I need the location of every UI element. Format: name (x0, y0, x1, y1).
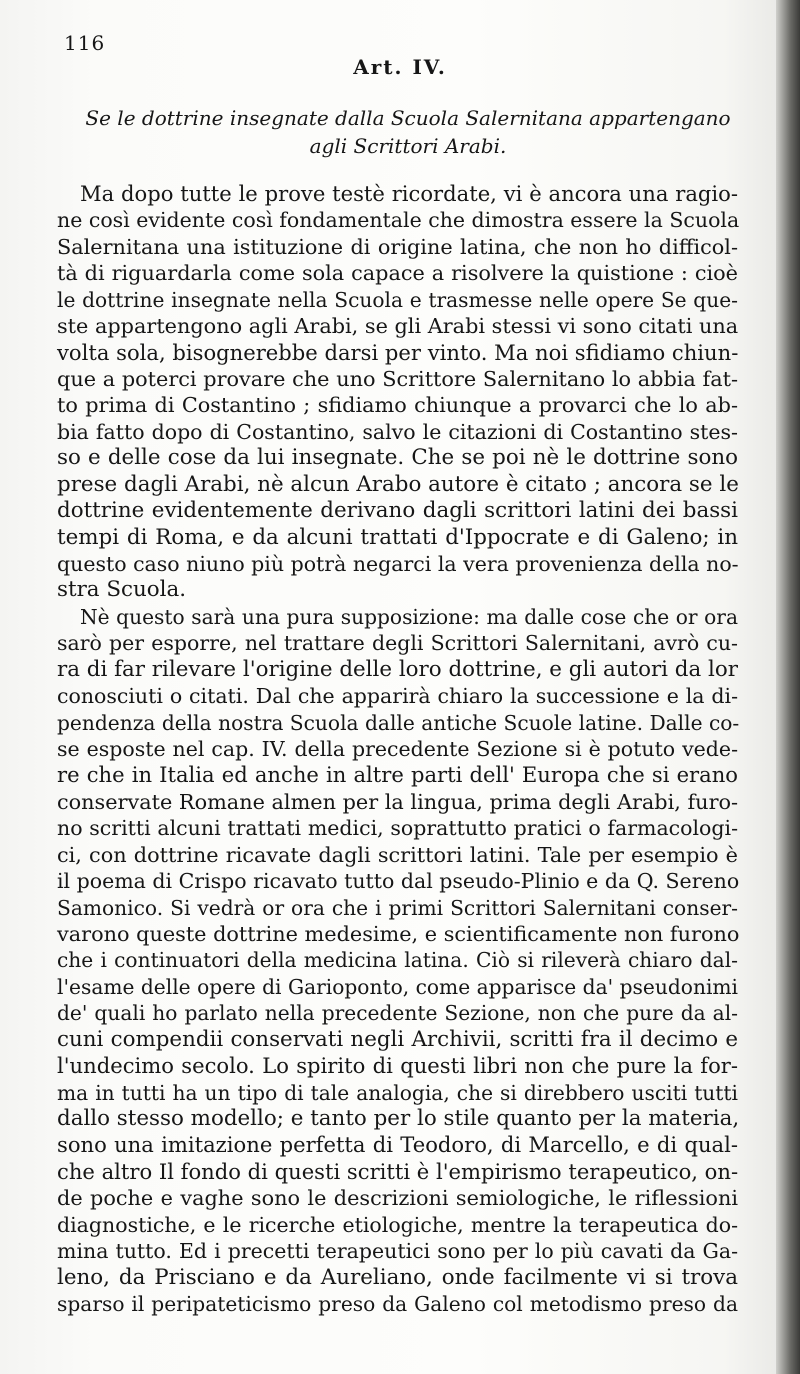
text-line: ra di far rilevare l'origine delle loro dottrine, e gli autori da lor (57, 656, 739, 682)
text-line: stra Scuola. (57, 577, 187, 603)
text-line: sono una imitazione perfetta di Teodoro, di Marcello, e di qual- (57, 1132, 738, 1158)
text-line: ma in tutti ha un tipo di tale analogia, che si direbbero usciti tutti (57, 1080, 738, 1105)
text-line: varono queste dottrine medesime, e scientificamente non furono (57, 922, 740, 946)
text-line: sarò per esporre, nel trattare degli Scrittori Salernitani, avrò cu- (57, 631, 738, 656)
text-line: conosciuti o citati. Dal che apparirà chiaro la successione e la di- (57, 684, 738, 709)
page-number: 116 (64, 31, 106, 55)
text-line: Ma dopo tutte le prove testè ricordate, vi è ancora una ragio- (80, 181, 738, 206)
article-heading: Art. IV. (353, 55, 447, 79)
text-line: sparso il peripateticismo preso da Galeno col metodismo preso da (57, 1292, 738, 1316)
text-line: no scritti alcuni trattati medici, soprattutto pratici o farmacologi- (57, 816, 738, 841)
text-line: bia fatto dopo di Costantino, salvo le citazioni di Costantino stes- (57, 419, 738, 444)
text-line: leno, da Prisciano e da Aureliano, onde facilmente vi si trova (57, 1264, 738, 1290)
article-subtitle-line-2: agli Scrittori Arabi. (309, 134, 507, 158)
text-line: cuni compendii conservati negli Archivii, scritti fra il decimo e (57, 1026, 738, 1052)
text-line: se esposte nel cap. IV. della precedente Sezione si è potuto vede- (57, 737, 738, 761)
text-line: Samonico. Si vedrà or ora che i primi Scrittori Salernitani conser- (57, 895, 738, 920)
text-line: l'undecimo secolo. Lo spirito di questi libri non che pure la for- (57, 1053, 738, 1079)
text-line: prese dagli Arabi, nè alcun Arabo autore è citato ; ancora se le (57, 471, 739, 497)
text-line: ste appartengono agli Arabi, se gli Arabi stessi vi sono citati una (57, 314, 739, 339)
text-line: Salernitana una istituzione di origine latina, che non ho difficol- (57, 234, 738, 259)
text-line: che i continuatori della medicina latina. Ciò si rileverà chiaro dal- (57, 948, 738, 973)
text-line: il poema di Crispo ricavato tutto dal pseudo-Plinio e da Q. Sereno (57, 869, 740, 894)
text-line: questo caso niuno più potrà negarci la vera provenienza della no- (57, 552, 739, 576)
text-line: le dottrine insegnate nella Scuola e trasmesse nelle opere Se que- (57, 287, 738, 312)
text-line: pendenza della nostra Scuola dalle antiche Scuole latine. Dalle co- (57, 710, 740, 735)
text-line: tempi di Roma, e da alcuni trattati d'Ippocrate e di Galeno; in (57, 524, 738, 550)
text-line: conservate Romane almen per la lingua, prima degli Arabi, furo- (57, 789, 739, 814)
article-subtitle-line-1: Se le dottrine insegnate dalla Scuola Salernitana appartengano (85, 106, 731, 130)
text-line: Nè questo sarà una pura supposizione: ma dalle cose che or ora (80, 604, 738, 629)
text-line: diagnostiche, e le ricerche etiologiche, mentre la terapeutica do- (57, 1212, 738, 1237)
text-line: ci, con dottrine ricavate dagli scrittori latini. Tale per esempio è (57, 842, 738, 867)
text-line: dallo stesso modello; e tanto per lo stile quanto per la materia, (57, 1106, 740, 1131)
text-line: l'esame delle opere di Garioponto, come apparisce da' pseudonimi (57, 974, 738, 999)
book-spine-shadow (776, 0, 800, 1374)
text-line: to prima di Costantino ; sfidiamo chiunque a provarci che lo ab- (57, 393, 738, 418)
text-line: tà di riguardarla come sola capace a risolvere la quistione : cioè (57, 261, 738, 286)
text-line: volta sola, bisognerebbe darsi per vinto. Ma noi sfidiamo chiun- (57, 339, 739, 365)
text-line: dottrine evidentemente derivano dagli scrittori latini dei bassi (57, 498, 738, 524)
text-line: so e delle cose da lui insegnate. Che se poi nè le dottrine sono (57, 445, 738, 471)
text-line: de' quali ho parlato nella precedente Sezione, non che pure da al- (57, 1001, 738, 1026)
text-line: de poche e vaghe sono le descrizioni semiologiche, le riflessioni (57, 1186, 738, 1211)
text-line: re che in Italia ed anche in altre parti dell' Europa che si erano (57, 762, 738, 788)
text-line: mina tutto. Ed i precetti terapeutici sono per lo più cavati da Ga- (57, 1239, 738, 1264)
text-line: que a poterci provare che uno Scrittore Salernitano lo abbia fat- (57, 367, 738, 391)
text-line: che altro Il fondo di questi scritti è l'empirismo terapeutico, on- (57, 1158, 739, 1184)
text-line: ne così evidente così fondamentale che dimostra essere la Scuola (57, 208, 740, 233)
